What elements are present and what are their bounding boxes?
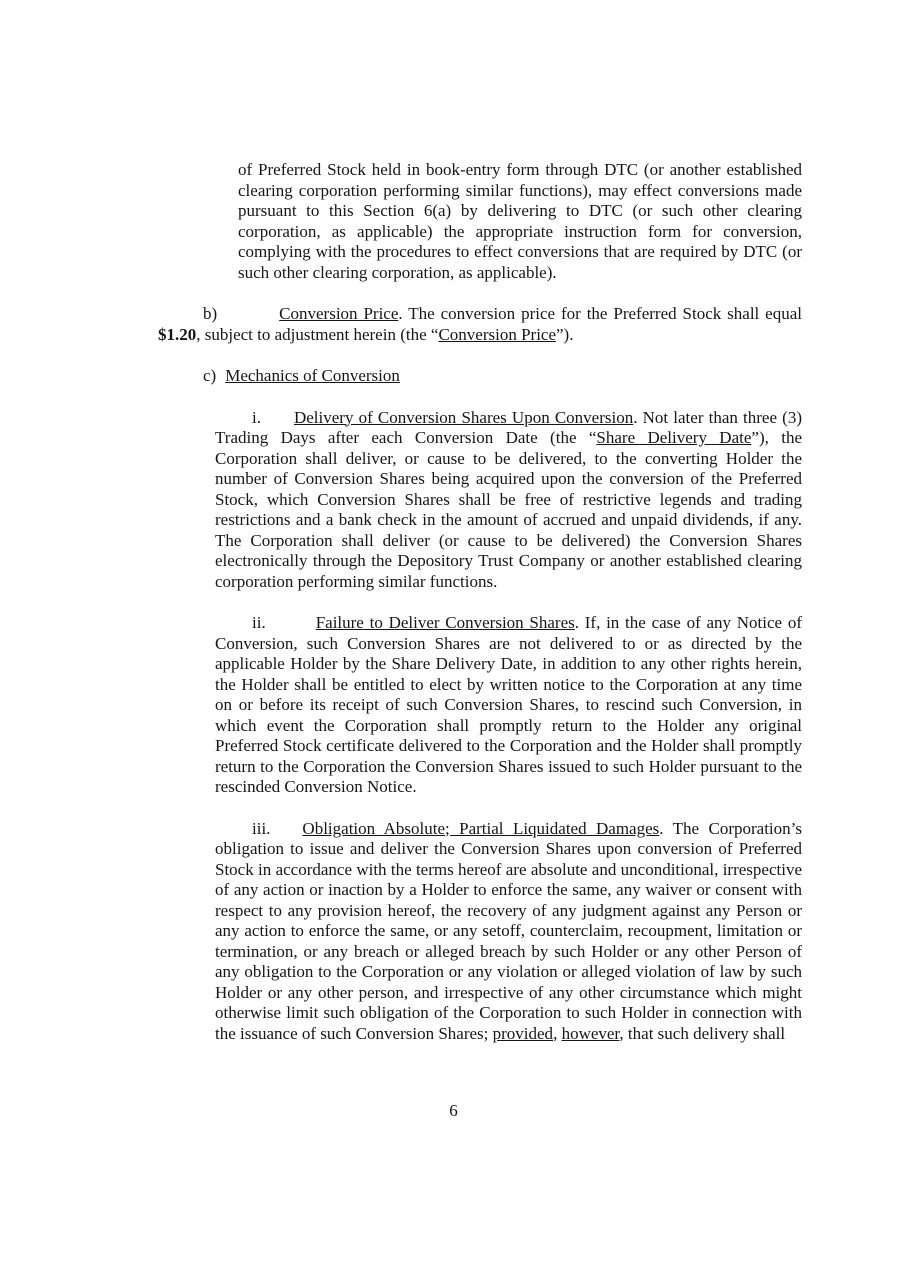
text-run: $1.20 [158, 324, 197, 344]
text-run: . The conversion price for the Preferred Stock shall equal [398, 304, 802, 323]
text-run: . The Corporation’s obligation to issue and deliver the Conversion Shares upon conversion of Preferred Stock in accordance with the terms hereof are absolute and unconditional, irrespective of any action or inaction by a Holder to enforce the same, any waiver or consent with respect to any provision hereof, the recovery of any judgment against any Person or any action to enforce the same, or any setoff, counterclaim, recoupment, limitation or termination, or any breach or alleged breach by such Holder or any other Person of any obligation to the Corporation or any violation or alleged violation of law by such Holder or any other person, and irrespective of any other circumstance which might otherwise limit such obligation of the Corporation to such Holder in connection with the issuance of such Conversion Shares; [215, 818, 802, 1043]
paragraph-section-a-continuation [238, 160, 802, 283]
text-run: . Not later than three (3) Trading Days after each Conversion Date (the “ [215, 407, 802, 447]
text-run: however [561, 1023, 620, 1043]
text-run: i. [252, 407, 261, 427]
text-run: ”), the Corporation shall deliver, or cause to be delivered, to the converting Holder the number of Conversion Shares being acquired upon the conversion of the Preferred Stock, which Conversion Shares shall be free of restrictive legends and trading restrictions and a bank check in the amount of accrued and unpaid dividends, if any. The Corporation shall deliver (or cause to be delivered) the Conversion Shares electronically through the Depository Trust Company or another established clearing corporation performing similar functions. [215, 428, 802, 591]
text-run: Delivery of Conversion Shares Upon Conversion [293, 407, 634, 427]
paragraph-section-b-conversion-price [158, 304, 802, 345]
text-run: iii. [252, 818, 271, 838]
text-run: of Preferred Stock held in book-entry form through DTC (or another established clearing corporation performing similar functions), may effect conversions made pursuant to this Section 6(a) by delivering to DTC (or such other clearing corporation, as applicable) the appropriate instruction form for conversion, complying with the procedures to effect conversions that are required by DTC (or such other clearing corporation, as applicable). [238, 160, 802, 282]
paragraph-romanette-ii-failure-to-deliver [215, 613, 802, 798]
text-run: , [553, 1023, 562, 1043]
text-run: . If, in the case of any Notice of Conversion, such Conversion Shares are not delivered to or as directed by the applicable Holder by the Share Delivery Date, in addition to any other rights herein, the Holder shall be entitled to elect by written notice to the Corporation at any time on or before its receipt of such Conversion Shares, to rescind such Conversion, in which event the Corporation shall promptly return to the Holder any original Preferred Stock certificate delivered to the Corporation and the Holder shall promptly return to the Corporation the Conversion Shares issued to such Holder pursuant to the rescinded Conversion Notice. [215, 613, 803, 796]
text-run: Share Delivery Date [596, 428, 752, 447]
text-run: provided [492, 1023, 554, 1043]
text-run: Mechanics of Conversion [225, 366, 400, 385]
paragraph-romanette-i-delivery-of-conversion-shares [215, 408, 802, 593]
text-run: b) [203, 304, 218, 323]
text-run: , that such delivery shall [619, 1023, 786, 1043]
text-run: c) [203, 366, 217, 385]
text-run: Failure to Deliver Conversion Shares [315, 613, 575, 632]
text-run: Obligation Absolute; Partial Liquidated Damages [302, 818, 660, 838]
text-run: ”). [556, 324, 574, 344]
heading-section-c-mechanics-of-conversion [158, 366, 802, 387]
paragraph-romanette-iii-obligation-absolute [215, 819, 802, 1045]
text-run: Conversion Price [279, 304, 399, 323]
text-run: Conversion Price [438, 324, 557, 344]
text-run: , subject to adjustment herein (the “ [196, 324, 439, 344]
text-run: ii. [252, 613, 266, 632]
page-number: 6 [449, 1101, 458, 1120]
